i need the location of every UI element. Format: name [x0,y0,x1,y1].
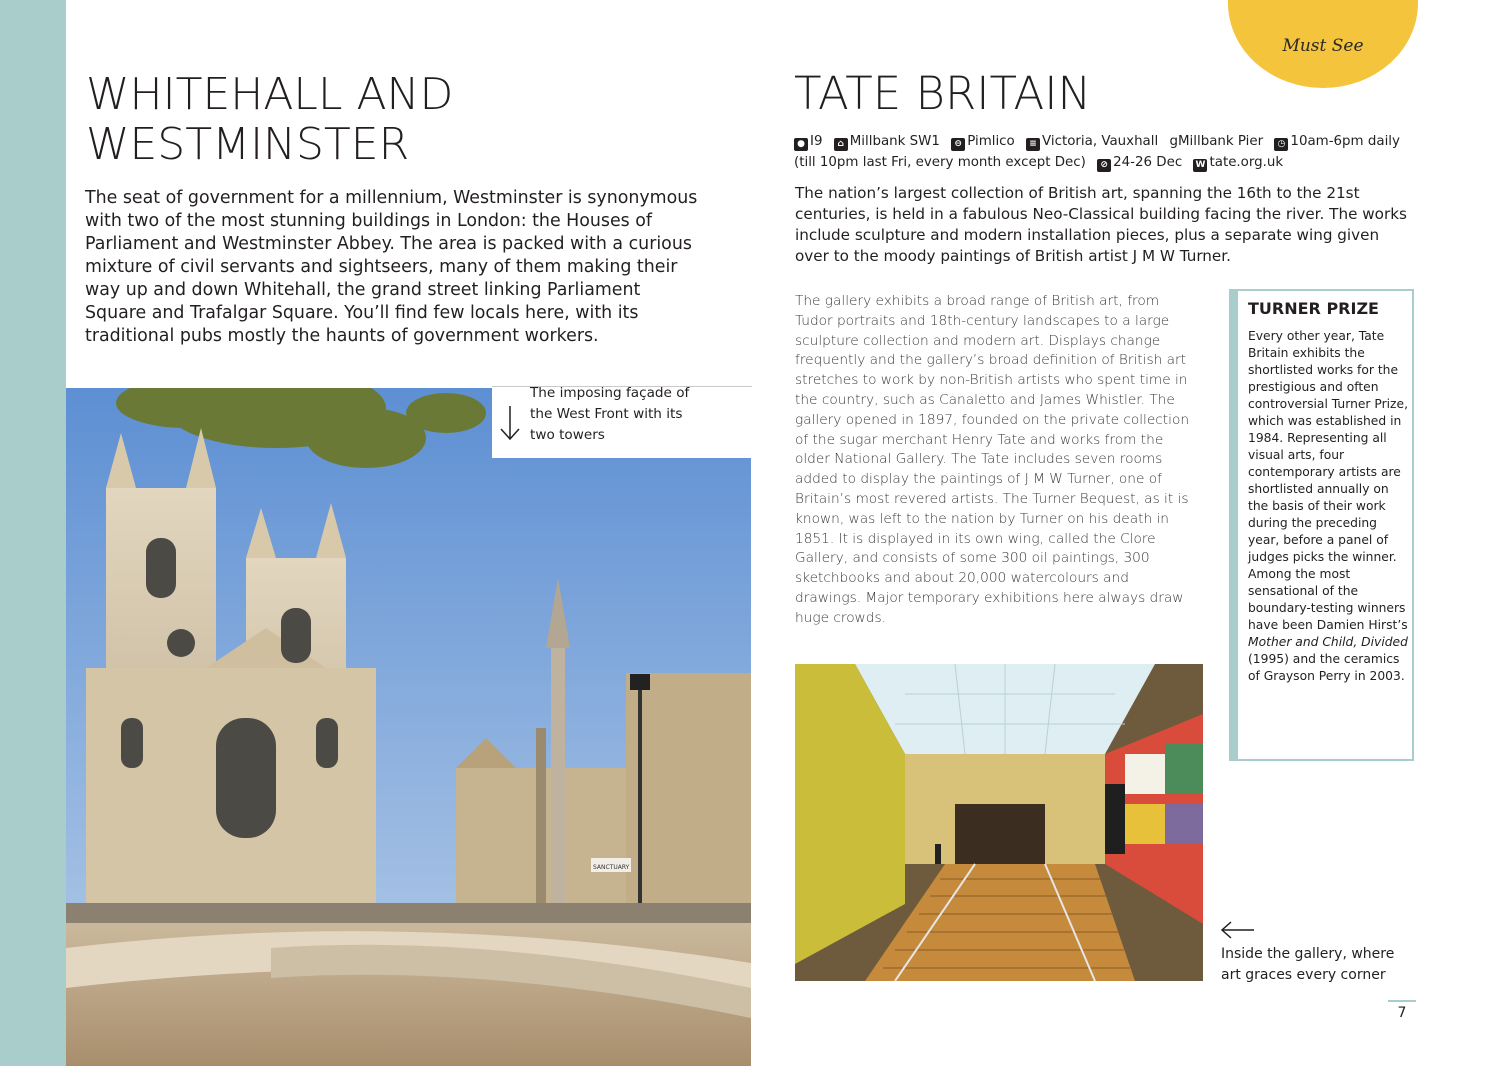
web-icon: W [1193,159,1207,172]
website: tate.org.uk [1209,155,1284,170]
sidebar-text-part: (1995) and the ceramics of Grayson Perry in 2003. [1248,652,1405,683]
clock-icon: ◷ [1274,138,1288,151]
westminster-abbey-photo [66,388,751,1066]
practical-info [794,131,1414,173]
body-paragraph: The gallery exhibits a broad range of British art, from Tudor portraits and 18th-century landscapes to a large sculpture collection and modern art. Displays change frequently and the gallery’s broad definition of British art stretches to work by non-British artists who spent time in the country, such as Canaletto and James Whistler. The gallery opened in 1897, founded on the private collection of the sugar merchant Henry Tate and works from the older National Gallery. The Tate includes seven rooms added to display the paintings of J M W Turner, one of Britain’s most revered artists. The Turner Bequest, as it is known, was left to the nation by Turner on his death in 1851. It is displayed in its own wing, called the Clore Gallery, and consists of some 300 oil paintings, 300 sketchbooks and about 20,000 watercolours and drawings. Major temporary exhibitions here always draw huge crowds. [795,293,1190,626]
tube-station: Pimlico [967,134,1015,149]
arrow-left-icon [1220,920,1256,940]
intro-paragraph-left: The seat of government for a millennium, Westminster is synonymous with two of the most stunning buildings in London: the Houses of Parliament and Westminster Abbey. The area is packed with a curious mixture of civil servants and sightseers, many of them making their way up and down Whitehall, the grand street linking Parliament Square and Trafalgar Square. You’ll find few locals here, with its traditional pubs mostly the haunts of government workers. [85,188,698,346]
page-number-rule [1388,1000,1416,1002]
pier: Millbank Pier [1177,134,1264,149]
rail-icon: ≡ [1026,138,1040,151]
page-number: 7 [1397,1005,1407,1021]
arrow-down-icon [498,404,522,444]
page-title-left [86,70,706,170]
underground-icon: ⊖ [951,138,965,151]
title-line: WHITEHALL AND [86,69,454,120]
accent-strip [0,0,66,1066]
opening-hours: 10am-6pm daily (till 10pm last Fri, every month except Dec) [794,134,1400,170]
caption-line: Inside the gallery, where [1221,946,1395,962]
sidebar-title: TURNER PRIZE [1248,299,1379,318]
artwork-title: Mother and Child, Divided [1248,635,1408,649]
intro-paragraph-right: The nation’s largest collection of British art, spanning the 16th to the 21st centuries, is held in a fabulous Neo-Classical building facing the river. The works include sculpture and modern installation pieces, plus a separate wing given over to the moody paintings of British artist J M W Turner. [795,184,1407,265]
tate-gallery-interior-photo [795,664,1203,981]
closed-icon: ⊘ [1097,159,1111,172]
title-line: WESTMINSTER [86,119,410,170]
rail-stations: Victoria, Vauxhall [1042,134,1159,149]
photo-caption-left [530,383,730,446]
must-see-label: Must See [1282,36,1364,56]
map-ref: I9 [810,134,823,149]
closed-dates: 24-26 Dec [1113,155,1183,170]
map-pin-icon: ● [794,138,808,151]
pier-icon: g [1169,134,1178,149]
caption-line: The imposing façade of [530,385,690,401]
caption-line: the West Front with its [530,406,683,422]
address: Millbank SW1 [849,134,940,149]
caption-line: art graces every corner [1221,967,1386,983]
house-icon: ⌂ [834,138,848,151]
sanctuary-sign-text: SANCTUARY [593,864,630,871]
page-title-right: TATE BRITAIN [794,67,1092,120]
sidebar-text-part: Every other year, Tate Britain exhibits the shortlisted works for the prestigious and often controversial Turner Prize, which was established in 1984. Representing all visual arts, four contemporary artists are shortlisted annually on the basis of their work during the preceding year, before a panel of judges picks the winner. Among the most sensational of the boundary-testing winners have been Damien Hirst’s [1248,329,1408,632]
sidebar-accent-bar [1229,289,1238,761]
photo-caption-right [1221,944,1421,986]
sidebar-text [1248,328,1408,685]
caption-line: two towers [530,427,605,443]
